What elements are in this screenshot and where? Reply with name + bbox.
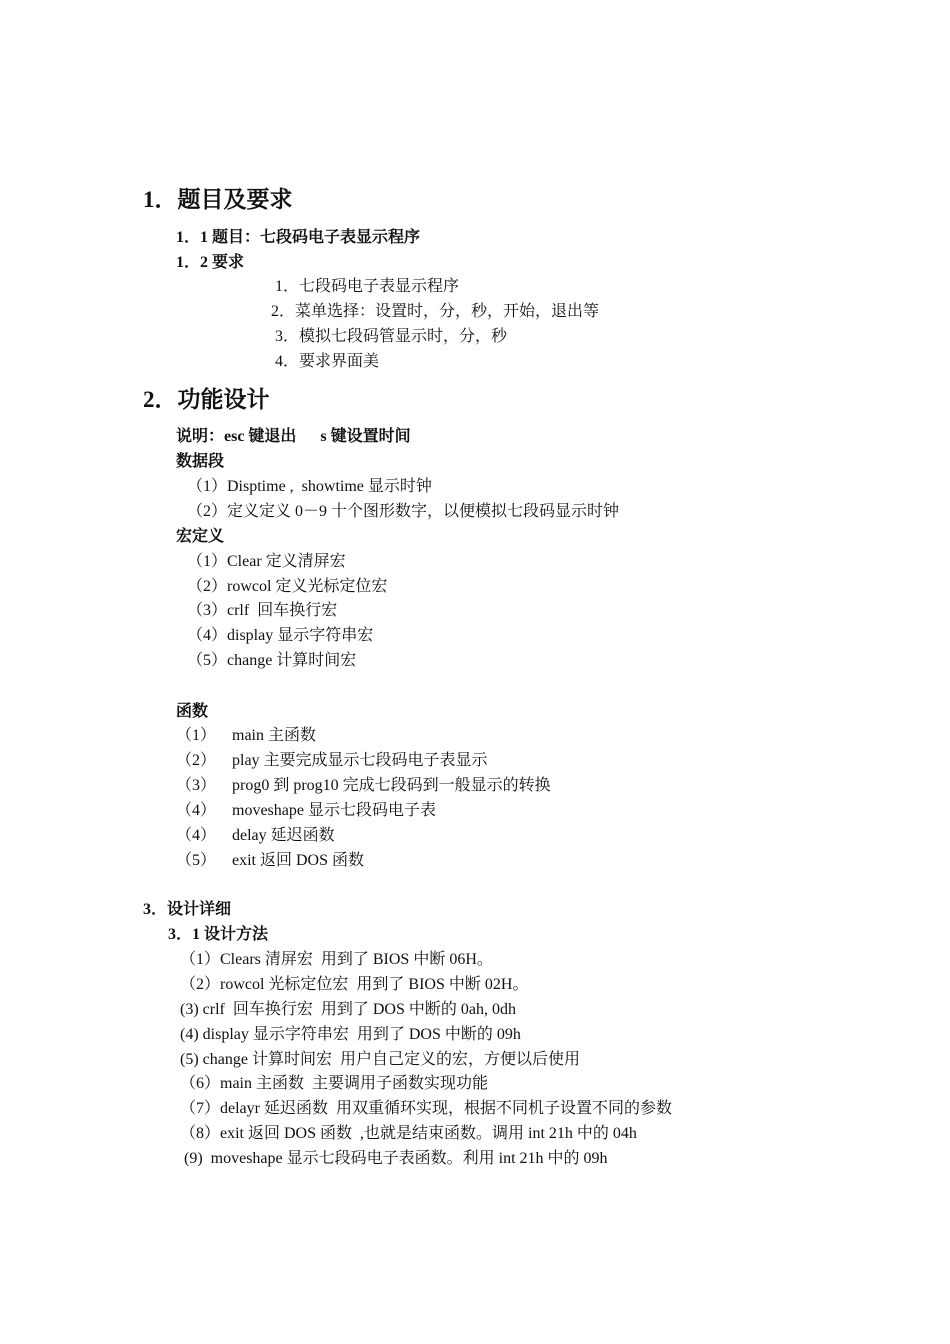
requirement-item: 1．七段码电子表显示程序 [275, 278, 460, 295]
requirement-item: 2．菜单选择：设置时，分，秒，开始，退出等 [271, 303, 600, 320]
macro-item: （3）crlf 回车换行宏 [187, 602, 338, 619]
design-item: （2）rowcol 光标定位宏 用到了 BIOS 中断 02H。 [180, 976, 529, 993]
data-item: （1）Disptime , showtime 显示时钟 [187, 478, 432, 495]
key-note: 说明：esc 键退出 s 键设置时间 [176, 428, 411, 445]
design-item: (5) change 计算时间宏 用户自己定义的宏，方便以后使用 [180, 1051, 580, 1068]
macro-item: （5）change 计算时间宏 [187, 652, 357, 669]
subsection-1-2: 1．2 要求 [176, 254, 245, 271]
data-item: （2）定义定义 0－9 十个图形数字，以便模拟七段码显示时钟 [187, 503, 620, 520]
section-1-title: 1．题目及要求 [143, 187, 293, 212]
section-2-title: 2．功能设计 [143, 387, 270, 412]
function-item: （4） delay 延迟函数 [176, 827, 335, 844]
subsection-3-1: 3．1 设计方法 [168, 926, 269, 943]
subsection-1-1: 1．1 题目：七段码电子表显示程序 [176, 229, 421, 246]
section-3-title: 3．设计详细 [143, 901, 232, 918]
design-item: （6）main 主函数 主要调用子函数实现功能 [180, 1075, 488, 1092]
function-item: （1） main 主函数 [176, 727, 316, 744]
design-item: (4) display 显示字符串宏 用到了 DOS 中断的 09h [180, 1026, 521, 1043]
function-item: （5） exit 返回 DOS 函数 [176, 852, 365, 869]
macro-item: （1）Clear 定义清屏宏 [187, 553, 346, 570]
design-item: (3) crlf 回车换行宏 用到了 DOS 中断的 0ah, 0dh [180, 1001, 516, 1018]
macro-item: （4）display 显示字符串宏 [187, 627, 374, 644]
requirement-item: 3．模拟七段码管显示时，分，秒 [275, 328, 508, 345]
macro-heading: 宏定义 [176, 528, 225, 545]
requirement-item: 4．要求界面美 [275, 353, 380, 370]
data-segment-heading: 数据段 [176, 453, 225, 470]
design-item: （7）delayr 延迟函数 用双重循环实现，根据不同机子设置不同的参数 [180, 1100, 672, 1117]
function-item: （4） moveshape 显示七段码电子表 [176, 802, 436, 819]
function-item: （3） prog0 到 prog10 完成七段码到一般显示的转换 [176, 777, 551, 794]
design-item: (9) moveshape 显示七段码电子表函数。利用 int 21h 中的 09h [180, 1150, 608, 1167]
design-item: （1）Clears 清屏宏 用到了 BIOS 中断 06H。 [180, 951, 493, 968]
macro-item: （2）rowcol 定义光标定位宏 [187, 578, 388, 595]
design-item: （8）exit 返回 DOS 函数 ,也就是结束函数。调用 int 21h 中的 04h [180, 1125, 637, 1142]
function-heading: 函数 [176, 703, 209, 720]
function-item: （2） play 主要完成显示七段码电子表显示 [176, 752, 488, 769]
